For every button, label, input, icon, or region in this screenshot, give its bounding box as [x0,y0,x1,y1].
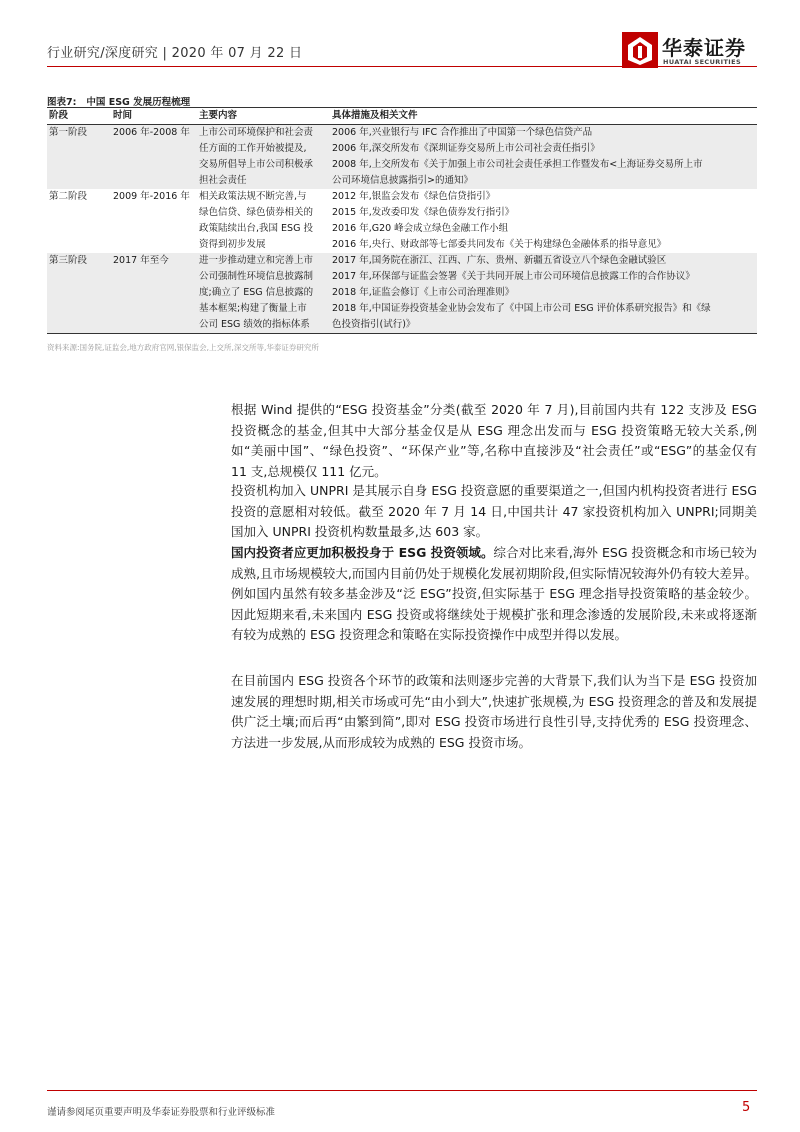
col-header-measures: 具体措施及相关文件 [330,108,757,125]
paragraph-body: 综合对比来看,海外 ESG 投资概念和市场已较为成熟,且市场规模较大,而国内目前仍处于规模化发展初期阶段,但实际情况较海外仍有较大差异。例如国内虽然有较多基金涉及“泛 ESG”投资,但实际基于 ESG 理念指导投资策略的基金较少。因此短期来看,未来国内 ESG 投资或将继续处于规模扩张和理念渗透的发展阶段,未来或将逐渐有较为成熟的 ESG 投资理念和策略在实际投资操作中成型并得以发展。 [231,545,757,642]
figure-title [47,94,200,108]
esg-history-table [47,107,757,334]
cell-measures [330,189,757,253]
measure-line: 2012 年,银监会发布《绿色信贷指引》 [332,191,496,202]
measure-line: 2017 年,环保部与证监会签署《关于共同开展上市公司环境信息披露工作的合作协议》 [332,271,695,282]
content-line: 基本框架;构建了衡量上市 [199,303,307,314]
content-line: 交易所倡导上市公司积极承 [199,159,314,170]
paragraph-domestic-investors [231,543,757,646]
measure-line: 2018 年,证监会修订《上市公司治理准则》 [332,287,515,298]
content-line: 政策陆续出台,我国 ESG 投 [199,223,313,234]
measure-line: 2016 年,G20 峰会成立绿色金融工作小组 [332,223,509,234]
cell-content [197,189,330,253]
paragraph-unpri: 投资机构加入 UNPRI 是其展示自身 ESG 投资意愿的重要渠道之一,但国内机构投资者进行 ESG 投资的意愿相对较低。截至 2020 年 7 月 14 日,中国共计 47 家投资机构加入 UNPRI;同期美国加入 UNPRI 投资机构数量最多,达 603 家。 [231,483,757,539]
content-line: 度;确立了 ESG 信息披露的 [199,287,314,298]
cell-stage: 第二阶段 [49,191,88,202]
col-header-time: 时间 [111,108,197,125]
content-line: 进一步推动建立和完善上市 [199,255,314,266]
content-line: 公司强制性环境信息披露制 [199,271,314,282]
content-line: 上市公司环境保护和社会责 [199,127,314,138]
cell-content [197,125,330,190]
table-row [47,189,757,253]
content-line: 公司 ESG 绩效的指标体系 [199,319,310,330]
measure-line: 2006 年,兴业银行与 IFC 合作推出了中国第一个绿色信贷产品 [332,127,593,138]
content-line: 资得到初步发展 [199,239,266,250]
figure-caption: 中国 ESG 发展历程梳理 [86,97,191,108]
measure-line: 2018 年,中国证券投资基金业协会发布了《中国上市公司 ESG 评价体系研究报告》和《绿 [332,303,711,314]
measure-line: 2015 年,发改委印发《绿色债券发行指引》 [332,207,515,218]
paragraph-lead-bold: 国内投资者应更加积极投身于 ESG 投资领域。 [231,545,494,560]
cell-time: 2009 年-2016 年 [113,191,190,202]
cell-measures [330,125,757,190]
measure-line: 2006 年,深交所发布《深圳证券交易所上市公司社会责任指引》 [332,143,600,154]
cell-stage: 第一阶段 [47,125,111,190]
paragraph-esg-funds: 根据 Wind 提供的“ESG 投资基金”分类(截至 2020 年 7 月),目前国内共有 122 支涉及 ESG 投资概念的基金,但其中大部分基金仅是从 ESG 理念出发而与 ESG 投资策略无较大关系,例如“美丽中国”、“绿色投资”、“环保产业”等,名称中直接涉及“社会责任”或“ESG”的基金仅有 11 支,总规模仅 111 亿元。 [231,402,757,479]
header-divider-right [613,66,757,67]
col-header-content: 主要内容 [197,108,330,125]
company-logo [622,30,757,70]
table-header-row [47,108,757,125]
logo-text-en: HUATAI SECURITIES [663,58,742,66]
content-line: 任方面的工作开始被提及, [199,143,307,154]
measure-line: 色投资指引(试行)》 [332,319,416,330]
logo-text-cn: 华泰证券 [662,36,746,60]
measure-line: 2008 年,上交所发布《关于加强上市公司社会责任承担工作暨发布<上海证券交易所上市 [332,159,703,170]
content-line: 相关政策法规不断完善,与 [199,191,307,202]
cell-time: 2006 年-2008 年 [111,125,197,190]
measure-line: 2016 年,央行、财政部等七部委共同发布《关于构建绿色金融体系的指导意见》 [332,239,667,250]
paragraph-outlook: 在目前国内 ESG 投资各个环节的政策和法则逐步完善的大背景下,我们认为当下是 ESG 投资加速发展的理想时期,相关市场或可先“由小到大”,快速扩张规模,为 ESG 投资理念的普及和发展提供广泛土壤;而后再“由繁到简”,即对 ESG 投资市场进行良性引导,支持优秀的 ESG 投资理念、方法进一步发展,从而形成较为成熟的 ESG 投资市场。 [231,673,757,750]
footer-disclaimer: 谨请参阅尾页重要声明及华泰证券股票和行业评级标准 [47,1107,276,1118]
header-divider [47,66,613,67]
huatai-logo-icon [622,32,658,68]
content-line: 绿色信贷、绿色债券相关的 [199,207,314,218]
cell-stage: 第三阶段 [47,253,111,334]
cell-time: 2017 年至今 [111,253,197,334]
table-row [47,125,757,190]
measure-line: 公司环境信息披露指引>的通知》 [332,175,473,186]
cell-measures [330,253,757,334]
cell-content [197,253,330,334]
breadcrumb: 行业研究/深度研究 | 2020 年 07 月 22 日 [47,46,303,61]
table-row [47,253,757,334]
page-number: 5 [742,1100,751,1115]
measure-line: 2017 年,国务院在浙江、江西、广东、贵州、新疆五省设立八个绿色金融试验区 [332,255,667,266]
col-header-stage: 阶段 [47,108,111,125]
figure-label: 图表7: [47,97,77,108]
content-line: 担社会责任 [199,175,247,186]
figure-source: 资料来源:国务院,证监会,地方政府官网,银保监会,上交所,深交所等,华泰证券研究所 [47,343,319,352]
footer-divider [47,1090,757,1091]
